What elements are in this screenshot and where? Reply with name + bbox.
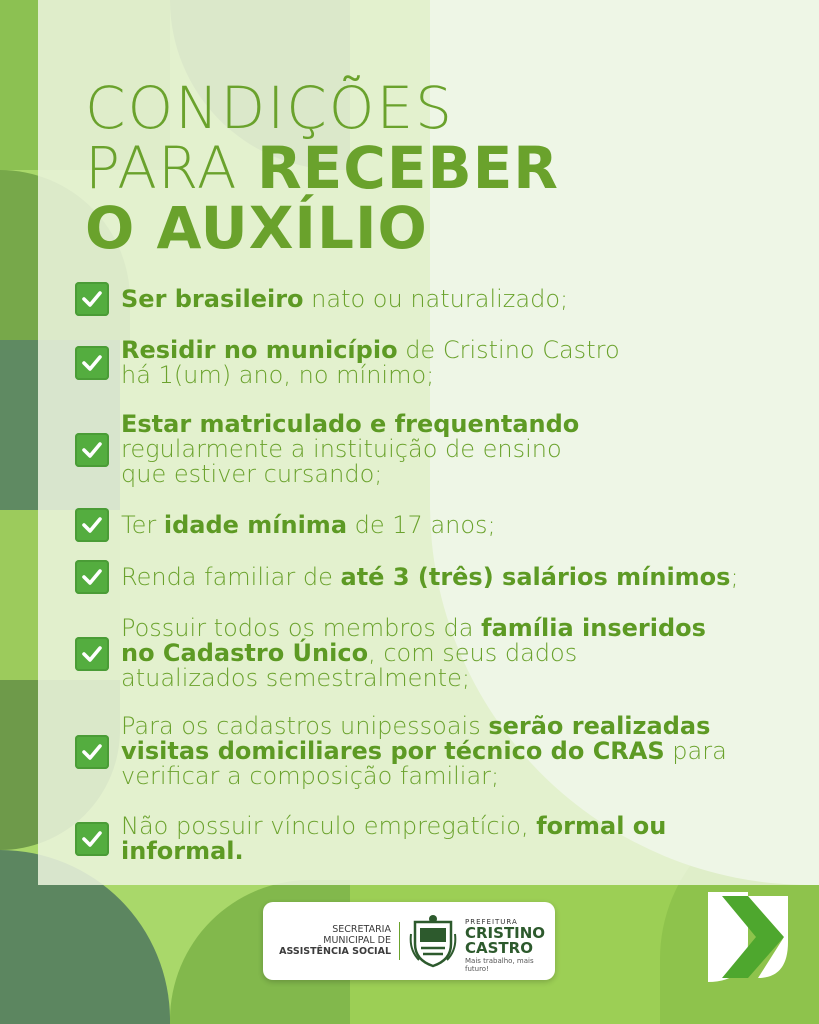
- item-text-bold: Estar matriculado e frequentando: [121, 410, 580, 438]
- item-text-bold: serão realizadas: [488, 712, 711, 740]
- check-icon: [75, 346, 109, 380]
- check-icon: [75, 560, 109, 594]
- footer-logos: [263, 902, 555, 980]
- check-icon: [75, 735, 109, 769]
- check-icon: [75, 282, 109, 316]
- item-text: [121, 616, 706, 691]
- item-text-part: verificar a composição familiar;: [121, 762, 500, 790]
- check-icon: [75, 637, 109, 671]
- check-icon: [75, 508, 109, 542]
- item-text-part: de Cristino Castro: [397, 336, 620, 364]
- item-text-bold: Ser brasileiro: [121, 284, 304, 313]
- item-text-bold: até 3 (três) salários mínimos: [340, 562, 731, 591]
- item-text-bold: informal.: [121, 837, 244, 865]
- list-item: [75, 338, 620, 388]
- title-line-2: [85, 134, 559, 202]
- city-line-2: CASTRO: [465, 939, 533, 957]
- list-item: [75, 282, 568, 316]
- title-line-2-thin: PARA: [85, 134, 258, 202]
- item-text-part: , com seus dados: [368, 639, 578, 667]
- item-text-bold: idade mínima: [163, 510, 348, 539]
- title-line-1: CONDIÇÕES: [85, 74, 454, 142]
- item-text-bold: Residir no município: [121, 336, 398, 364]
- item-text-bold: família inseridos: [481, 614, 706, 642]
- page-title: [85, 74, 559, 262]
- check-icon: [75, 433, 109, 467]
- item-text-part: Possuir todos os membros da: [121, 614, 482, 642]
- title-line-3: O AUXÍLIO: [85, 194, 428, 262]
- check-icon: [75, 822, 109, 856]
- city-line-1: CRISTINO: [465, 924, 546, 942]
- secretaria-line-2: MUNICIPAL DE: [323, 935, 391, 946]
- item-text-part: que estiver cursando;: [121, 460, 383, 488]
- list-item: [75, 616, 706, 691]
- item-text: [121, 338, 620, 388]
- city-slogan: Mais trabalho, mais futuro!: [465, 957, 534, 973]
- secretaria-line-1: SECRETARIA: [332, 924, 391, 935]
- item-text-part: Ter: [121, 510, 164, 539]
- crest-icon: [409, 914, 457, 968]
- item-text: [121, 814, 666, 864]
- prefeitura-label: PREFEITURA: [465, 918, 518, 926]
- item-text-part: Para os cadastros unipessoais: [121, 712, 489, 740]
- item-text-bold: no Cadastro Único: [121, 639, 369, 667]
- item-text-part: há 1(um) ano, no mínimo;: [121, 361, 435, 389]
- item-text-part: de 17 anos;: [347, 510, 496, 539]
- item-text: [121, 412, 579, 487]
- item-text: [121, 284, 569, 313]
- item-text-part: Renda familiar de: [121, 562, 341, 591]
- list-item: [75, 508, 496, 542]
- secretaria-logo: [271, 924, 391, 957]
- item-text-part: regularmente a instituição de ensino: [121, 435, 562, 463]
- list-item: [75, 412, 579, 487]
- item-text-part: atualizados semestralmente;: [121, 664, 470, 692]
- prefeitura-logo: [465, 918, 555, 973]
- item-text-part: nato ou naturalizado;: [303, 284, 569, 313]
- secretaria-line-3: ASSISTÊNCIA SOCIAL: [279, 946, 391, 957]
- item-text-bold: visitas domiciliares por técnico do CRAS: [121, 737, 665, 765]
- item-text: [121, 562, 739, 591]
- list-item: [75, 814, 666, 864]
- title-line-2-bold: RECEBER: [257, 134, 559, 202]
- item-text-part: Não possuir vínculo empregatício,: [121, 812, 537, 840]
- brand-arrow-icon: [708, 892, 794, 982]
- divider: [399, 922, 400, 960]
- list-item: [75, 560, 739, 594]
- item-text-part: para: [664, 737, 727, 765]
- item-text: [121, 714, 727, 789]
- item-text: [121, 510, 496, 539]
- list-item: [75, 714, 727, 789]
- item-text-part: ;: [730, 562, 739, 591]
- item-text-bold: formal ou: [536, 812, 667, 840]
